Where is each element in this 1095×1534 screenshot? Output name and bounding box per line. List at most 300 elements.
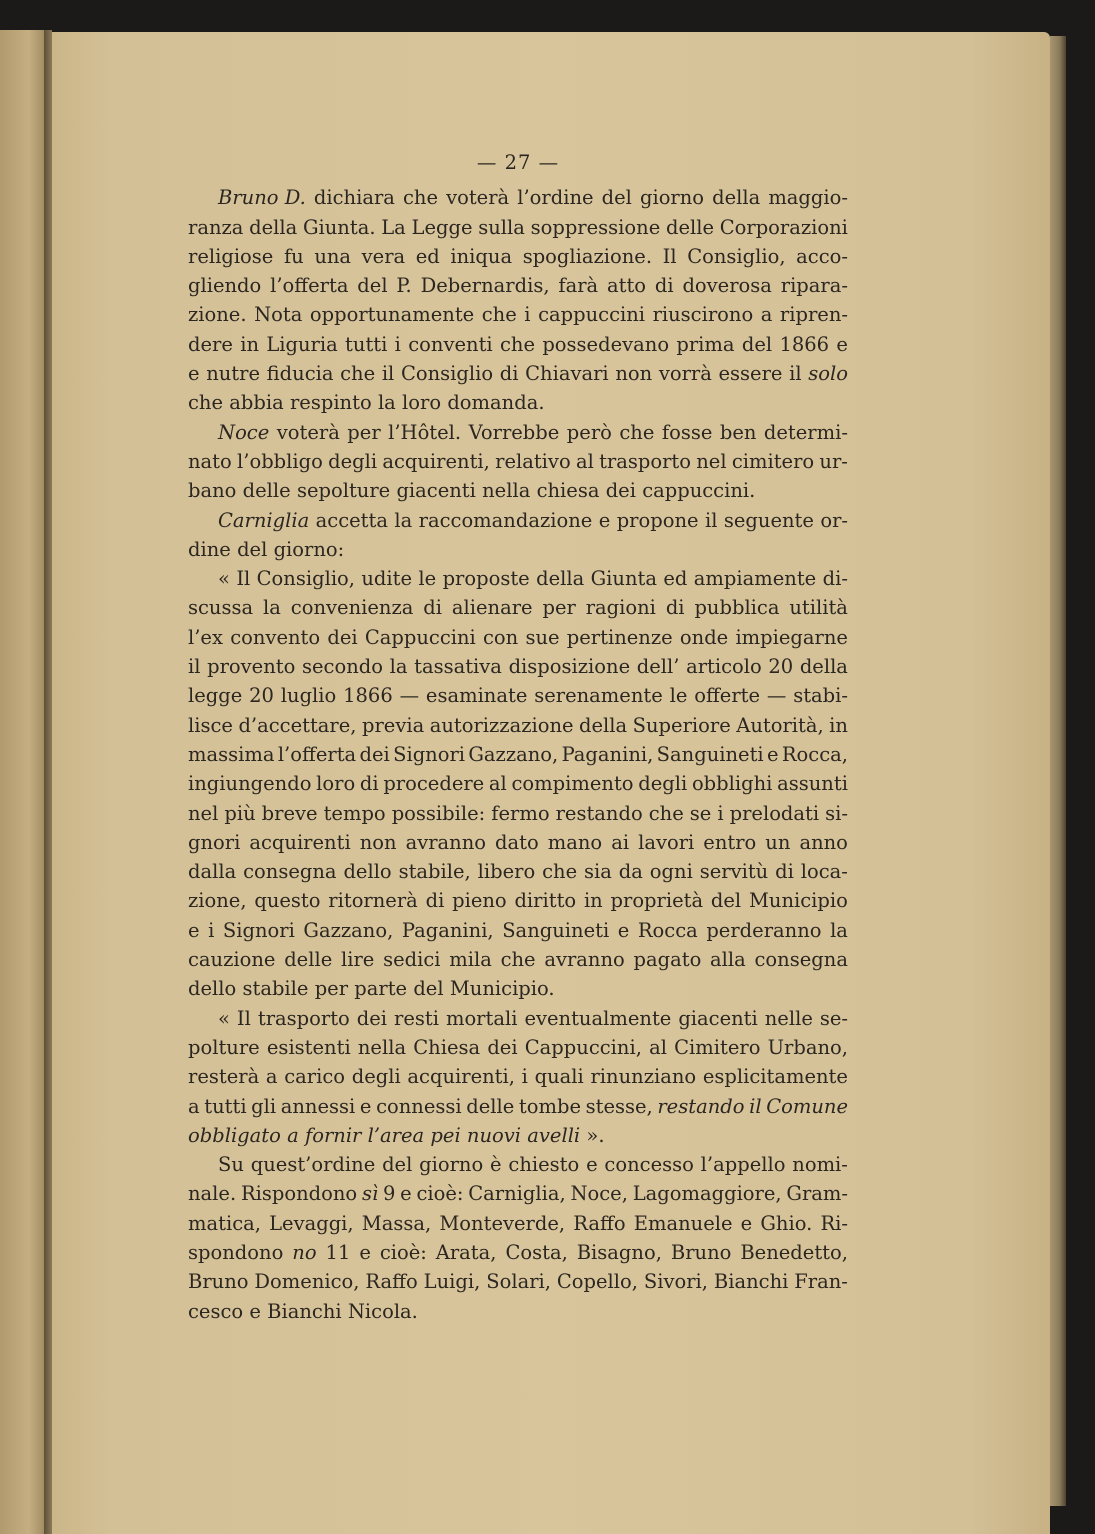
word: di [499, 362, 519, 386]
word: la [377, 391, 396, 415]
word: anno [799, 830, 848, 854]
text-line [188, 945, 848, 974]
word: della [799, 655, 848, 679]
word: e [740, 1211, 753, 1235]
word: impiegarne [735, 625, 848, 649]
word: Giunta [590, 567, 657, 591]
text-line [188, 974, 848, 1003]
text-line [188, 1004, 848, 1033]
word: Nicola. [347, 1299, 418, 1323]
book-gutter [44, 30, 52, 1534]
word: delle [284, 948, 333, 972]
word: abbia [229, 391, 284, 415]
word: avranno [544, 948, 625, 972]
word: del [741, 332, 773, 356]
word: di [425, 889, 445, 913]
word: Il [236, 1006, 251, 1030]
word: tombe [518, 1094, 581, 1118]
word: parte [354, 977, 408, 1001]
word: Bisagno, [576, 1240, 662, 1264]
word: possedevano [542, 332, 670, 356]
text-line [188, 330, 848, 359]
word: Gram- [786, 1182, 848, 1206]
word: l’appello [700, 1153, 786, 1177]
word: non [615, 362, 653, 386]
word: della [249, 215, 298, 239]
word: al [575, 449, 594, 473]
word: concesso [604, 1153, 694, 1177]
word: ur- [819, 449, 848, 473]
word: Chiesa [413, 1035, 481, 1059]
word: dei [487, 1035, 518, 1059]
paragraph [188, 418, 848, 506]
word: dello [343, 860, 392, 884]
word: domanda. [447, 391, 545, 415]
word: Giunta. [302, 215, 376, 239]
word: ritornerà [328, 889, 418, 913]
word: Gazzano, [303, 918, 394, 942]
word: determi- [763, 420, 848, 444]
word: entro [703, 830, 757, 854]
paragraph [188, 183, 848, 417]
word: del [237, 537, 268, 561]
word: che [619, 420, 655, 444]
word: l’obbligo [237, 449, 323, 473]
word: lire [340, 948, 375, 972]
text-line [188, 300, 848, 329]
word: Municipio. [449, 977, 555, 1001]
word: Urbano, [767, 1035, 848, 1059]
word: 11 [325, 1240, 351, 1264]
word: Bruno [670, 1240, 732, 1264]
text-line [188, 183, 848, 212]
word: polture [188, 1035, 260, 1059]
word: fu [283, 244, 304, 268]
text-line [188, 1297, 848, 1326]
word: mano [547, 830, 603, 854]
word: Il [662, 244, 677, 268]
word: disposizione [508, 655, 631, 679]
word: restando [555, 801, 643, 825]
word: sulla [478, 215, 525, 239]
word: rinunziano [590, 1065, 697, 1089]
text-line [188, 1062, 848, 1091]
word: « [218, 567, 230, 591]
word: stabile, [398, 860, 471, 884]
word: giacenti [678, 1006, 758, 1030]
word: — [399, 684, 420, 708]
word: utilità [789, 596, 848, 620]
word: delle [665, 215, 715, 239]
word: offerte [694, 684, 761, 708]
word: 20 [249, 684, 274, 708]
word: del [601, 186, 632, 210]
word: che [499, 332, 535, 356]
word: l’offerta [270, 274, 349, 298]
word: Lagomaggiore, [632, 1182, 782, 1206]
word: eventualmente [524, 1006, 672, 1030]
word: in [583, 889, 603, 913]
word: spogliazione. [522, 244, 653, 268]
word: voterà [276, 420, 340, 444]
word: alla [710, 948, 746, 972]
word: per [542, 596, 576, 620]
word: nel [696, 449, 727, 473]
word: procedere [383, 772, 485, 796]
word: ampiamente [693, 567, 817, 591]
word: Domenico, [254, 1270, 360, 1294]
word: delle [242, 479, 291, 503]
word: ripren- [779, 303, 848, 327]
word: Superiore [632, 713, 731, 737]
word: e [359, 1240, 371, 1264]
text-line [188, 271, 848, 300]
word: le [418, 567, 437, 591]
word: restando [657, 1094, 745, 1118]
word: pubblica [694, 596, 780, 620]
word: prelodati [729, 801, 820, 825]
word: l’Hôtel. [388, 420, 462, 444]
word: diritto [514, 889, 577, 913]
word: ripara- [780, 274, 848, 298]
word: Comune [766, 1094, 848, 1118]
word: proposte [442, 567, 530, 591]
word: — [766, 684, 787, 708]
word: degli [328, 449, 378, 473]
text-line [188, 769, 848, 798]
word: il [188, 655, 201, 679]
word: l’ordine [517, 186, 594, 210]
word: connessi [376, 1094, 462, 1118]
text-line [188, 506, 848, 535]
word: 1866 [779, 332, 830, 356]
word: gnori [188, 830, 241, 854]
word: Consiglio, [687, 244, 786, 268]
text-line [188, 828, 848, 857]
word: del [413, 977, 444, 1001]
word: Monteverde, [439, 1211, 566, 1235]
word: zione. [188, 303, 247, 327]
word: nel [188, 801, 219, 825]
paragraph [188, 506, 848, 565]
word: Emanuele [633, 1211, 733, 1235]
word: è [490, 1153, 502, 1177]
page-text [188, 148, 848, 1326]
text-line [188, 359, 848, 388]
word: breve [261, 801, 318, 825]
word: Carniglia [218, 508, 310, 532]
word: opportunamente [309, 303, 475, 327]
word: previa [361, 713, 425, 737]
text-line [188, 418, 848, 447]
word: sedici [383, 948, 441, 972]
word: 20 [768, 655, 794, 679]
word: del [382, 1153, 413, 1177]
word: Benedetto, [740, 1240, 848, 1264]
word: in [829, 713, 848, 737]
word: ». [586, 1123, 605, 1147]
word: d’accettare, [238, 713, 357, 737]
word: spondono [188, 1240, 284, 1264]
word: ed [663, 567, 688, 591]
text-line [188, 1033, 848, 1062]
word: ragioni [585, 596, 656, 620]
text-line [188, 1267, 848, 1296]
word: Raffo [573, 1211, 626, 1235]
word: raccomandazione [418, 508, 593, 532]
word: Debernardis, [420, 274, 550, 298]
word: tassativa [414, 655, 502, 679]
word: la [263, 596, 281, 620]
word: dine [188, 537, 231, 561]
word: vera [361, 244, 406, 268]
word: avranno [405, 830, 487, 854]
word: delle [466, 1094, 515, 1118]
word: di [654, 274, 674, 298]
word: l’area [367, 1123, 425, 1147]
word: 1866 [343, 684, 393, 708]
word: e [586, 1153, 598, 1177]
word: loca- [800, 860, 848, 884]
text-line [188, 1092, 848, 1121]
word: or- [820, 508, 848, 532]
word: respinto [289, 391, 372, 415]
word: la [394, 508, 413, 532]
word: tempo [323, 801, 386, 825]
text-line [188, 711, 848, 740]
word: Cappuccini [364, 625, 476, 649]
word: possibile: [391, 801, 486, 825]
word: dato [495, 830, 539, 854]
word: prima [676, 332, 735, 356]
word: matica, [188, 1211, 261, 1235]
word: giorno: [273, 537, 345, 561]
word: giacenti [396, 479, 476, 503]
word: il [381, 362, 395, 386]
word: di [359, 772, 379, 796]
word: Fran- [794, 1270, 848, 1294]
word: Chiavari [525, 362, 609, 386]
word: che [403, 186, 439, 210]
word: Vorrebbe [468, 420, 560, 444]
word: convento [230, 625, 321, 649]
word: convenienza [290, 596, 414, 620]
word: esplicitamente [702, 1065, 848, 1089]
word: Ri- [820, 1211, 848, 1235]
word: Signori [222, 918, 295, 942]
word: perderanno [706, 918, 822, 942]
text-line [188, 242, 848, 271]
word: nutre [206, 362, 261, 386]
word: proprietà [610, 889, 704, 913]
word: dello [188, 977, 237, 1001]
word: dei [327, 625, 358, 649]
word: chiesa [536, 479, 600, 503]
word: Levaggi, [269, 1211, 354, 1235]
word: i [717, 801, 724, 825]
word: carico [284, 1065, 346, 1089]
word: doverosa [682, 274, 772, 298]
word: loro [402, 391, 442, 415]
word: che [500, 948, 536, 972]
word: l’offerta [277, 742, 357, 766]
word: pagato [633, 948, 702, 972]
word: Sanguineti [656, 742, 764, 766]
word: cioè: [379, 1240, 427, 1264]
word: Legge [411, 215, 473, 239]
word: Cimitero [674, 1035, 761, 1059]
word: Noce, [570, 1182, 628, 1206]
word: 9 [382, 1182, 396, 1206]
word: cioè: [416, 1182, 464, 1206]
word: per [314, 977, 349, 1001]
word: vorrà [658, 362, 712, 386]
word: tutti [345, 332, 388, 356]
text-line [188, 447, 848, 476]
word: secondo [301, 655, 383, 679]
word: cimitero [731, 449, 815, 473]
word: un [765, 830, 791, 854]
word: nella [357, 1035, 407, 1059]
word: Nota [254, 303, 303, 327]
text-line [188, 535, 848, 564]
text-line [188, 476, 848, 505]
word: nuovi [466, 1123, 522, 1147]
word: resterà [188, 1065, 260, 1089]
word: i [521, 1065, 528, 1089]
word: articolo [686, 655, 762, 679]
word: in [240, 332, 259, 356]
text-line [188, 681, 848, 710]
word: fiducia [266, 362, 334, 386]
text-line [188, 1150, 848, 1179]
word: accetta [315, 508, 388, 532]
word: pieno [452, 889, 507, 913]
text-line [188, 886, 848, 915]
word: relativo [495, 449, 571, 473]
word: dei [356, 1006, 388, 1030]
word: solo [808, 362, 848, 386]
word: dichiara [313, 186, 395, 210]
word: Massa, [361, 1211, 432, 1235]
word: degli [351, 1065, 401, 1089]
word: compimento [511, 772, 634, 796]
word: dei [359, 742, 390, 766]
word: della [579, 713, 628, 737]
word: ai [611, 830, 630, 854]
word: non [359, 830, 397, 854]
text-line [188, 1209, 848, 1238]
text-line [188, 1121, 848, 1150]
paragraph [188, 564, 848, 1003]
word: pertinenze [566, 625, 673, 649]
word: acco- [796, 244, 848, 268]
word: acquirenti, [407, 1065, 515, 1089]
word: Sivori, [643, 1270, 708, 1294]
word: fermo [491, 801, 550, 825]
word: questo [254, 889, 321, 913]
word: e [400, 1182, 412, 1206]
word: legge [188, 684, 243, 708]
word: si- [825, 801, 848, 825]
word: Paganini, [401, 918, 494, 942]
word: alienare [451, 596, 533, 620]
word: cappuccini [538, 303, 646, 327]
word: a [287, 1123, 299, 1147]
word: serenamente [534, 684, 663, 708]
word: riuscirono [652, 303, 754, 327]
word: che [648, 801, 684, 825]
word: quest’ordine [250, 1153, 376, 1177]
word: Sanguineti [502, 918, 610, 942]
word: obbligato [188, 1123, 281, 1147]
word: l’ex [188, 625, 223, 649]
word: assunti [777, 772, 848, 796]
word: Paganini, [561, 742, 654, 766]
word: « [218, 1006, 230, 1030]
word: provento [207, 655, 296, 679]
word: Bruno D. [218, 186, 306, 210]
page-edge-shadow [1050, 36, 1066, 1506]
word: dalla [188, 860, 237, 884]
word: seguente [723, 508, 814, 532]
word: che [188, 391, 224, 415]
word: avelli [527, 1123, 581, 1147]
word: stabile [242, 977, 309, 1001]
word: la [389, 655, 408, 679]
text-line [188, 1238, 848, 1267]
word: dere [188, 332, 233, 356]
word: a [760, 303, 773, 327]
word: Su [218, 1153, 244, 1177]
word: degli [638, 772, 688, 796]
word: no [292, 1240, 317, 1264]
word: sia [584, 860, 612, 884]
word: esaminate [425, 684, 528, 708]
word: i [208, 918, 215, 942]
word: che [340, 362, 376, 386]
word: lavori [638, 830, 695, 854]
word: fosse [661, 420, 713, 444]
word: cappuccini. [642, 479, 756, 503]
word: al [649, 1035, 667, 1059]
word: una [314, 244, 352, 268]
word: consegna [243, 860, 337, 884]
word: Bianchi [713, 1270, 789, 1294]
word: farà [558, 274, 599, 298]
word: di [665, 596, 685, 620]
word: autorizzazione [429, 713, 574, 737]
word: esistenti [266, 1035, 351, 1059]
word: La [381, 215, 406, 239]
word: Municipio [748, 889, 848, 913]
word: acquirenti [249, 830, 351, 854]
word: che [542, 860, 578, 884]
word: nato [188, 449, 232, 473]
word: e [598, 508, 611, 532]
word: quali [534, 1065, 584, 1089]
text-line [188, 799, 848, 828]
word: Autorità, [736, 713, 824, 737]
word: più [224, 801, 256, 825]
text-line [188, 213, 848, 242]
word: resti [394, 1006, 439, 1030]
word: giorno [419, 1153, 484, 1177]
word: però [566, 420, 612, 444]
word: Ghio. [760, 1211, 813, 1235]
word: annessi [280, 1094, 356, 1118]
word: di [423, 596, 442, 620]
